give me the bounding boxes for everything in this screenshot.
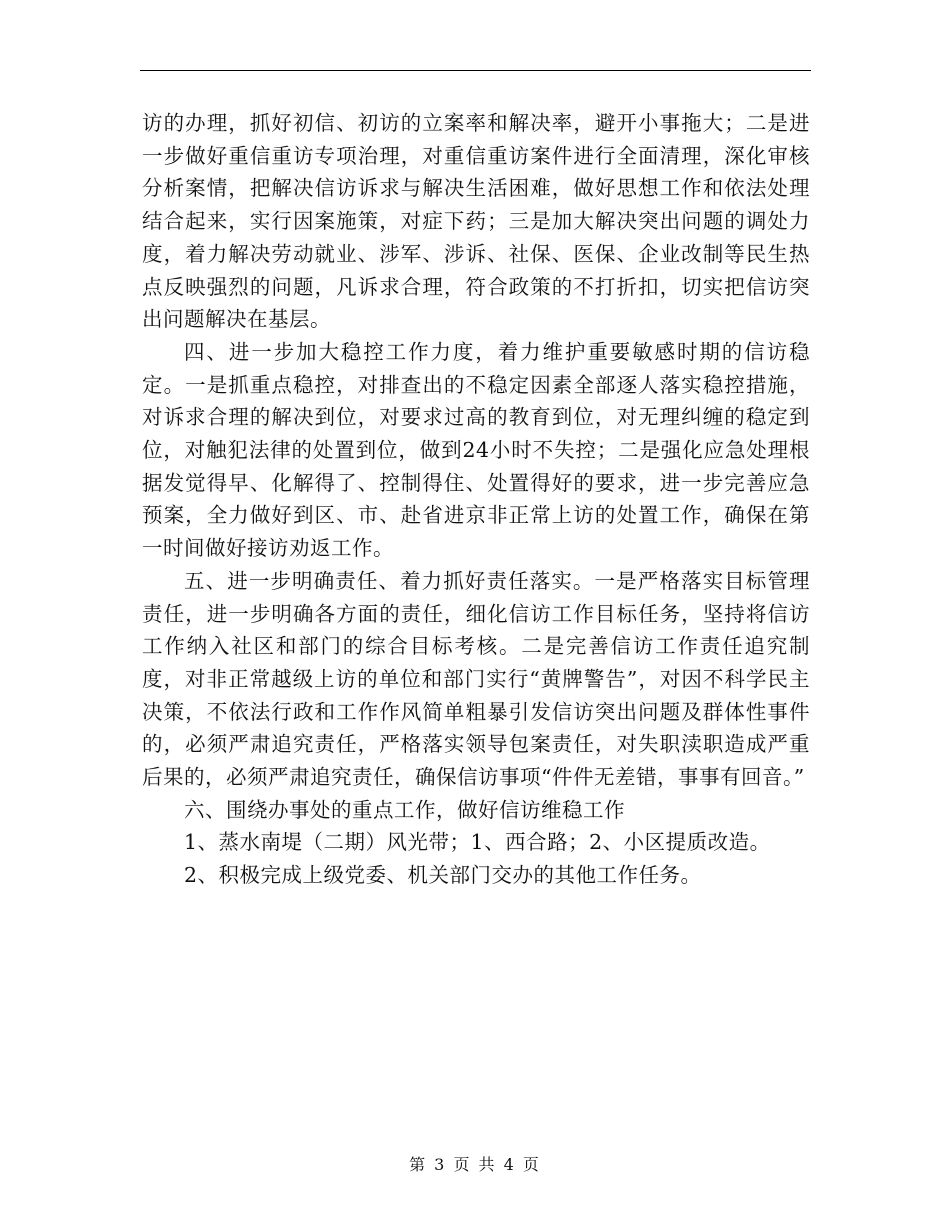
paragraph-item-1: 1、蒸水南堤（二期）风光带；1、西合路；2、小区提质改造。 (184, 830, 771, 855)
page-footer: 第 3 页 共 4 页 (409, 1155, 541, 1174)
document-body (142, 107, 810, 892)
paragraph-section-6-heading: 六、围绕办事处的重点工作，做好信访维稳工作 (184, 797, 625, 822)
paragraph-section-5: 五、进一步明确责任、着力抓好责任落实。一是严格落实目标管理责任，进一步明确各方面的责任，细化信访工作目标任务，坚持将信访工作纳入社区和部门的综合目标考核。二是完善信访工作责任追究制度，对非正常越级上访的单位和部门实行“黄牌警告”，对因不科学民主决策，不依法行政和工作作风简单粗暴引发信访突出问题及群体性事件的，必须严肃追究责任，严格落实领导包案责任，对失职渎职造成严重后果的，必须严肃追究责任，确保信访事项“件件无差错，事事有回音。” (142, 568, 810, 790)
paragraph-continuation: 访的办理，抓好初信、初访的立案率和解决率，避开小事拖大；二是进一步做好重信重访专项治理，对重信重访案件进行全面清理，深化审核分析案情，把解决信访诉求与解决生活困难，做好思想工作和依法处理结合起来，实行因案施策，对症下药；三是加大解决突出问题的调处力度，着力解决劳动就业、涉军、涉诉、社保、医保、企业改制等民生热点反映强烈的问题，凡诉求合理，符合政策的不打折扣，切实把信访突出问题解决在基层。 (142, 111, 810, 332)
paragraph-item-2: 2、积极完成上级党委、机关部门交办的其他工作任务。 (184, 863, 702, 888)
header-rule (140, 70, 811, 71)
paragraph-section-4: 四、进一步加大稳控工作力度，着力维护重要敏感时期的信访稳定。一是抓重点稳控，对排查出的不稳定因素全部逐人落实稳控措施，对诉求合理的解决到位，对要求过高的教育到位，对无理纠缠的稳定到位，对触犯法律的处置到位，做到24小时不失控；二是强化应急处理根据发觉得早、化解得了、控制得住、处置得好的要求，进一步完善应急预案，全力做好到区、市、赴省进京非正常上访的处置工作，确保在第一时间做好接访劝返工作。 (142, 339, 810, 561)
